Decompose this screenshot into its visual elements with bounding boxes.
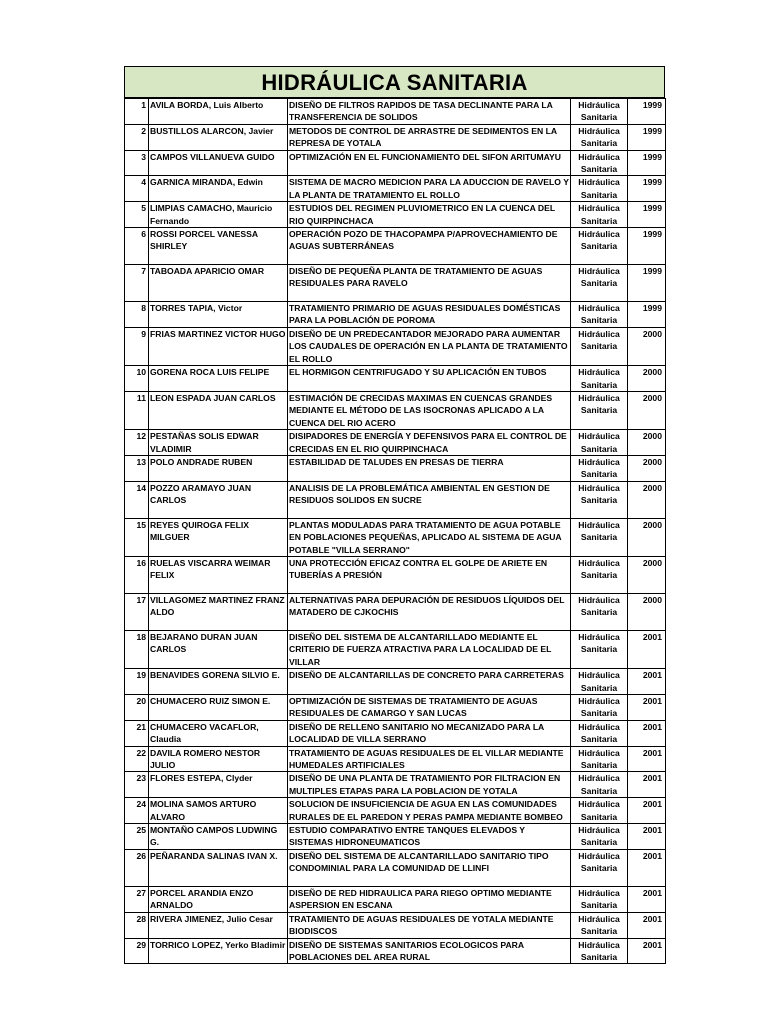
- author-name: PEÑARANDA SALINAS IVAN X.: [149, 849, 288, 886]
- area-label: Hidráulica Sanitaria: [571, 518, 628, 556]
- thesis-title: DISEÑO DE FILTROS RAPIDOS DE TASA DECLINANTE PARA LA TRANSFERENCIA DE SOLIDOS: [288, 99, 571, 125]
- author-name: LIMPIAS CAMACHO, Mauricio Fernando: [149, 202, 288, 228]
- table-row: [125, 99, 666, 125]
- thesis-title: PLANTAS MODULADAS PARA TRATAMIENTO DE AGUA POTABLE EN POBLACIONES PEQUEÑAS, APLICADO AL SISTEMA DE AGUA POTABLE "VILLA SERRANO": [288, 518, 571, 556]
- thesis-title: DISEÑO DE ALCANTARILLAS DE CONCRETO PARA CARRETERAS: [288, 669, 571, 695]
- table-row: [125, 430, 666, 456]
- year-label: 1999: [628, 99, 666, 125]
- area-label: Hidráulica Sanitaria: [571, 695, 628, 721]
- thesis-title: DISEÑO DE SISTEMAS SANITARIOS ECOLOGICOS PARA POBLACIONES DEL AREA RURAL: [288, 938, 571, 964]
- year-label: 2001: [628, 746, 666, 772]
- area-label: Hidráulica Sanitaria: [571, 99, 628, 125]
- area-label: Hidráulica Sanitaria: [571, 886, 628, 912]
- row-number: 29: [125, 938, 149, 964]
- area-label: Hidráulica Sanitaria: [571, 746, 628, 772]
- table-row: [125, 824, 666, 850]
- thesis-title: DISEÑO DE PEQUEÑA PLANTA DE TRATAMIENTO DE AGUAS RESIDUALES PARA RAVELO: [288, 265, 571, 302]
- thesis-title: ALTERNATIVAS PARA DEPURACIÓN DE RESIDUOS LÍQUIDOS DEL MATADERO DE CJKOCHIS: [288, 593, 571, 630]
- year-label: 2001: [628, 912, 666, 938]
- area-label: Hidráulica Sanitaria: [571, 430, 628, 456]
- row-number: 28: [125, 912, 149, 938]
- table-row: [125, 746, 666, 772]
- row-number: 13: [125, 455, 149, 481]
- area-label: Hidráulica Sanitaria: [571, 302, 628, 328]
- year-label: 2000: [628, 366, 666, 392]
- thesis-title: OPTIMIZACIÓN EN EL FUNCIONAMIENTO DEL SIFON ARITUMAYU: [288, 150, 571, 176]
- table-row: [125, 630, 666, 668]
- table-row: [125, 366, 666, 392]
- table-row: [125, 176, 666, 202]
- row-number: 27: [125, 886, 149, 912]
- year-label: 2000: [628, 518, 666, 556]
- thesis-title: DISIPADORES DE ENERGÍA Y DEFENSIVOS PARA EL CONTROL DE CRECIDAS EN EL RIO QUIRPINCHACA: [288, 430, 571, 456]
- year-label: 2001: [628, 695, 666, 721]
- area-label: Hidráulica Sanitaria: [571, 202, 628, 228]
- row-number: 12: [125, 430, 149, 456]
- table-row: [125, 302, 666, 328]
- area-label: Hidráulica Sanitaria: [571, 593, 628, 630]
- thesis-title: ESTABILIDAD DE TALUDES EN PRESAS DE TIERRA: [288, 455, 571, 481]
- area-label: Hidráulica Sanitaria: [571, 912, 628, 938]
- author-name: PORCEL ARANDIA ENZO ARNALDO: [149, 886, 288, 912]
- thesis-title: SOLUCION DE INSUFICIENCIA DE AGUA EN LAS COMUNIDADES RURALES DE EL PAREDON Y PERAS PAMPA MEDIANTE BOMBEO: [288, 798, 571, 824]
- author-name: LEON ESPADA JUAN CARLOS: [149, 391, 288, 429]
- author-name: DAVILA ROMERO NESTOR JULIO: [149, 746, 288, 772]
- author-name: POZZO ARAMAYO JUAN CARLOS: [149, 481, 288, 518]
- year-label: 2000: [628, 430, 666, 456]
- author-name: TORRES TAPIA, Victor: [149, 302, 288, 328]
- author-name: FLORES ESTEPA, Clyder: [149, 772, 288, 798]
- thesis-title: DISEÑO DEL SISTEMA DE ALCANTARILLADO MEDIANTE EL CRITERIO DE FUERZA ATRACTIVA PARA LA LOCALIDAD DE EL VILLAR: [288, 630, 571, 668]
- area-label: Hidráulica Sanitaria: [571, 481, 628, 518]
- table-row: [125, 327, 666, 365]
- author-name: CHUMACERO RUIZ SIMON E.: [149, 695, 288, 721]
- area-label: Hidráulica Sanitaria: [571, 124, 628, 150]
- table-row: [125, 228, 666, 265]
- area-label: Hidráulica Sanitaria: [571, 556, 628, 593]
- year-label: 1999: [628, 228, 666, 265]
- table-row: [125, 150, 666, 176]
- thesis-title: DISEÑO DE UN PREDECANTADOR MEJORADO PARA AUMENTAR LOS CAUDALES DE OPERACIÓN EN LA PLANTA DE TRATAMIENTO EL ROLLO: [288, 327, 571, 365]
- author-name: TORRICO LOPEZ, Yerko Bladimir: [149, 938, 288, 964]
- area-label: Hidráulica Sanitaria: [571, 150, 628, 176]
- year-label: 2001: [628, 824, 666, 850]
- table-row: [125, 556, 666, 593]
- area-label: Hidráulica Sanitaria: [571, 720, 628, 746]
- table-row: [125, 518, 666, 556]
- row-number: 22: [125, 746, 149, 772]
- author-name: MONTAÑO CAMPOS LUDWING G.: [149, 824, 288, 850]
- author-name: PESTAÑAS SOLIS EDWAR VLADIMIR: [149, 430, 288, 456]
- author-name: POLO ANDRADE RUBEN: [149, 455, 288, 481]
- author-name: VILLAGOMEZ MARTINEZ FRANZ ALDO: [149, 593, 288, 630]
- thesis-title: DISEÑO DE RELLENO SANITARIO NO MECANIZADO PARA LA LOCALIDAD DE VILLA SERRANO: [288, 720, 571, 746]
- table-row: [125, 455, 666, 481]
- author-name: CAMPOS VILLANUEVA GUIDO: [149, 150, 288, 176]
- area-label: Hidráulica Sanitaria: [571, 772, 628, 798]
- thesis-title: TRATAMIENTO PRIMARIO DE AGUAS RESIDUALES DOMÉSTICAS PARA LA POBLACIÓN DE POROMA: [288, 302, 571, 328]
- thesis-title: ANALISIS DE LA PROBLEMÁTICA AMBIENTAL EN GESTION DE RESIDUOS SOLIDOS EN SUCRE: [288, 481, 571, 518]
- author-name: BENAVIDES GORENA SILVIO E.: [149, 669, 288, 695]
- author-name: ROSSI PORCEL VANESSA SHIRLEY: [149, 228, 288, 265]
- author-name: BUSTILLOS ALARCON, Javier: [149, 124, 288, 150]
- thesis-title: SISTEMA DE MACRO MEDICION PARA LA ADUCCION DE RAVELO Y LA PLANTA DE TRATAMIENTO EL ROLLO: [289, 177, 569, 200]
- table-row: [125, 798, 666, 824]
- year-label: 2000: [628, 593, 666, 630]
- table-row: [125, 938, 666, 964]
- row-number: 18: [125, 630, 149, 668]
- table-row: [125, 391, 666, 429]
- row-number: 23: [125, 772, 149, 798]
- thesis-title: DISEÑO DE RED HIDRAULICA PARA RIEGO OPTIMO MEDIANTE ASPERSION EN ESCANA: [288, 886, 571, 912]
- author-name: REYES QUIROGA FELIX MILGUER: [149, 518, 288, 556]
- area-label: Hidráulica Sanitaria: [571, 455, 628, 481]
- thesis-title: ESTUDIO COMPARATIVO ENTRE TANQUES ELEVADOS Y SISTEMAS HIDRONEUMATICOS: [288, 824, 571, 850]
- area-label: Hidráulica Sanitaria: [571, 798, 628, 824]
- year-label: 1999: [628, 202, 666, 228]
- row-number: 11: [125, 391, 149, 429]
- year-label: 2000: [628, 556, 666, 593]
- author-name: GARNICA MIRANDA, Edwin: [149, 176, 288, 202]
- row-number: 7: [125, 265, 149, 302]
- thesis-title: ESTIMACIÓN DE CRECIDAS MAXIMAS EN CUENCAS GRANDES MEDIANTE EL MÉTODO DE LAS ISOCRONAS APLICADO A LA CUENCA DEL RIO ACERO: [288, 391, 571, 429]
- row-number: 15: [125, 518, 149, 556]
- author-name: MOLINA SAMOS ARTURO ALVARO: [149, 798, 288, 824]
- row-number: 9: [125, 327, 149, 365]
- table-row: [125, 912, 666, 938]
- year-label: 1999: [628, 265, 666, 302]
- row-number: 1: [125, 99, 149, 125]
- thesis-sheet: [124, 66, 665, 964]
- author-name: FRIAS MARTINEZ VICTOR HUGO: [149, 327, 288, 365]
- row-number: 20: [125, 695, 149, 721]
- year-label: 2001: [628, 772, 666, 798]
- row-number: 19: [125, 669, 149, 695]
- thesis-title: TRATAMIENTO DE AGUAS RESIDUALES DE YOTALA MEDIANTE BIODISCOS: [288, 912, 571, 938]
- row-number: 24: [125, 798, 149, 824]
- area-label: Hidráulica Sanitaria: [571, 849, 628, 886]
- thesis-title: EL HORMIGON CENTRIFUGADO Y SU APLICACIÓN EN TUBOS: [288, 366, 571, 392]
- table-row: [125, 124, 666, 150]
- area-label: Hidráulica Sanitaria: [571, 176, 628, 202]
- row-number: 21: [125, 720, 149, 746]
- table-row: [125, 593, 666, 630]
- thesis-title: METODOS DE CONTROL DE ARRASTRE DE SEDIMENTOS EN LA REPRESA DE YOTALA: [288, 124, 571, 150]
- area-label: Hidráulica Sanitaria: [571, 228, 628, 265]
- thesis-title: OPTIMIZACIÓN DE SISTEMAS DE TRATAMIENTO DE AGUAS RESIDUALES DE CAMARGO Y SAN LUCAS: [288, 695, 571, 721]
- area-label: Hidráulica Sanitaria: [571, 669, 628, 695]
- author-name: RUELAS VISCARRA WEIMAR FELIX: [149, 556, 288, 593]
- area-label: Hidráulica Sanitaria: [571, 366, 628, 392]
- table-row: [125, 669, 666, 695]
- thesis-title: TRATAMIENTO DE AGUAS RESIDUALES DE EL VILLAR MEDIANTE HUMEDALES ARTIFICIALES: [288, 746, 571, 772]
- table-row: [125, 720, 666, 746]
- year-label: 2000: [628, 455, 666, 481]
- sheet-title: HIDRÁULICA SANITARIA: [124, 66, 665, 98]
- thesis-table: [124, 98, 666, 964]
- year-label: 2001: [628, 798, 666, 824]
- year-label: 2001: [628, 849, 666, 886]
- table-row: [125, 265, 666, 302]
- year-label: 1999: [628, 302, 666, 328]
- thesis-title: ESTUDIOS DEL REGIMEN PLUVIOMETRICO EN LA CUENCA DEL RIO QUIRPINCHACA: [288, 202, 571, 228]
- row-number: 17: [125, 593, 149, 630]
- thesis-title: OPERACIÓN POZO DE THACOPAMPA P/APROVECHAMIENTO DE AGUAS SUBTERRÁNEAS: [288, 228, 571, 265]
- row-number: 6: [125, 228, 149, 265]
- year-label: 2001: [628, 886, 666, 912]
- row-number: 10: [125, 366, 149, 392]
- table-row: [125, 849, 666, 886]
- table-row: [125, 772, 666, 798]
- table-row: [125, 481, 666, 518]
- area-label: Hidráulica Sanitaria: [571, 265, 628, 302]
- author-name: RIVERA JIMENEZ, Julio Cesar: [149, 912, 288, 938]
- area-label: Hidráulica Sanitaria: [571, 630, 628, 668]
- row-number: 14: [125, 481, 149, 518]
- row-number: 5: [125, 202, 149, 228]
- author-name: CHUMACERO VACAFLOR, Claudia: [149, 720, 288, 746]
- thesis-title: DISEÑO DE UNA PLANTA DE TRATAMIENTO POR FILTRACION EN MULTIPLES ETAPAS PARA LA POBLACION DE YOTALA: [288, 772, 571, 798]
- year-label: 2001: [628, 720, 666, 746]
- area-label: Hidráulica Sanitaria: [571, 824, 628, 850]
- table-row: [125, 695, 666, 721]
- year-label: 2000: [628, 481, 666, 518]
- thesis-title: UNA PROTECCIÓN EFICAZ CONTRA EL GOLPE DE ARIETE EN TUBERÍAS A PRESIÓN: [288, 556, 571, 593]
- author-name: AVILA BORDA, Luis Alberto: [149, 99, 288, 125]
- row-number: 8: [125, 302, 149, 328]
- thesis-table-body: [125, 99, 666, 964]
- year-label: 1999: [628, 124, 666, 150]
- year-label: 1999: [628, 150, 666, 176]
- year-label: 2001: [628, 669, 666, 695]
- row-number: 25: [125, 824, 149, 850]
- year-label: 2000: [628, 327, 666, 365]
- author-name: BEJARANO DURAN JUAN CARLOS: [149, 630, 288, 668]
- row-number: 4: [125, 176, 149, 202]
- area-label: Hidráulica Sanitaria: [571, 327, 628, 365]
- author-name: GORENA ROCA LUIS FELIPE: [149, 366, 288, 392]
- year-label: 2001: [628, 630, 666, 668]
- row-number: 26: [125, 849, 149, 886]
- year-label: 2001: [628, 938, 666, 964]
- row-number: 3: [125, 150, 149, 176]
- table-row: [125, 202, 666, 228]
- area-label: Hidráulica Sanitaria: [571, 391, 628, 429]
- year-label: 1999: [628, 176, 666, 202]
- area-label: Hidráulica Sanitaria: [571, 938, 628, 964]
- author-name: TABOADA APARICIO OMAR: [149, 265, 288, 302]
- row-number: 2: [125, 124, 149, 150]
- row-number: 16: [125, 556, 149, 593]
- table-row: [125, 886, 666, 912]
- year-label: 2000: [628, 391, 666, 429]
- thesis-title: DISEÑO DEL SISTEMA DE ALCANTARILLADO SANITARIO TIPO CONDOMINIAL PARA LA COMUNIDAD DE LLINFI: [288, 849, 571, 886]
